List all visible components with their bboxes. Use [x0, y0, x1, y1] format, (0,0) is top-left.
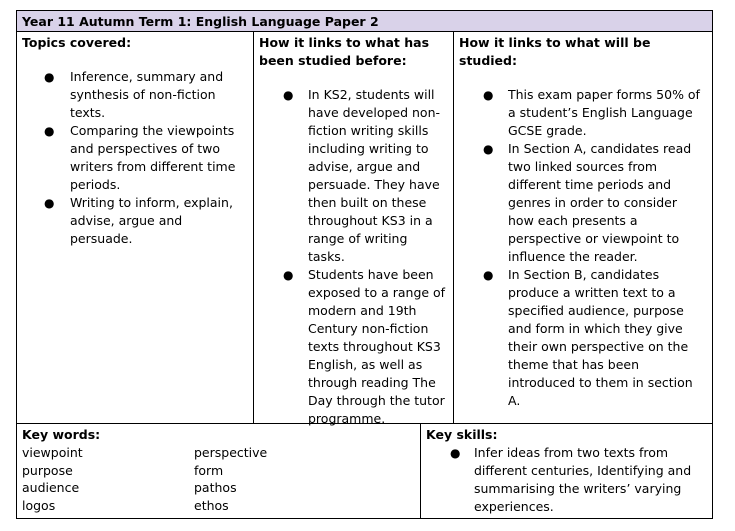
links-future-cell [454, 32, 712, 423]
links-before-cell [254, 32, 454, 426]
bullet-icon: ● [44, 196, 55, 210]
key-word: viewpoint [22, 445, 83, 460]
bullet-icon: ● [44, 70, 55, 84]
bullet-icon: ● [283, 88, 294, 102]
topics-covered-cell [17, 32, 254, 423]
bullet-icon: ● [283, 268, 294, 282]
list-item: ● Comparing the viewpoints and perspectives of two writers from different time periods. [44, 123, 236, 192]
key-word: ethos [194, 497, 229, 513]
page-title: Year 11 Autumn Term 1: English Language Paper 2 [17, 11, 712, 32]
key-word: audience [22, 480, 80, 495]
key-words-heading: Key words: [22, 427, 101, 442]
links-before-heading: How it links to what has been studied before: [259, 35, 430, 68]
topics-covered-list [22, 68, 247, 248]
list-item: ● This exam paper forms 50% of a student’s English Language GCSE grade. [483, 87, 700, 138]
bullet-icon: ● [483, 142, 494, 156]
key-skills-list [426, 444, 706, 516]
key-words-cell [17, 424, 421, 518]
list-item: ● In Section B, candidates produce a written text to a specified audience, purpose and form in which they give their own perspective on the theme that has been introduced to them in section A. [483, 267, 693, 408]
key-word: logos [22, 497, 56, 513]
bullet-icon: ● [450, 446, 461, 460]
top-row [17, 32, 712, 424]
list-item: ● In Section A, candidates read two linked sources from different time periods and genres in order to consider how each presents a perspective or viewpoint to influence the reader. [483, 141, 692, 264]
bullet-icon: ● [483, 268, 494, 282]
list-item: ● Inference, summary and synthesis of non-fiction texts. [44, 69, 224, 120]
list-item: ● Infer ideas from two texts from different centuries, Identifying and summarising the writers’ varying experiences. [450, 445, 692, 514]
key-word: pathos [194, 480, 237, 495]
list-item: ● Students have been exposed to a range of modern and 19th Century non-fiction texts throughout KS3 English, as well as through reading The Day through the tutor programme. [283, 267, 446, 426]
key-skills-cell [421, 424, 712, 518]
key-skills-heading: Key skills: [426, 427, 498, 442]
key-word: form [194, 462, 224, 478]
links-future-list [459, 86, 706, 410]
list-item: ● In KS2, students will have developed non-fiction writing skills including writing to advise, argue and persuade. They have then built on these throughout KS3 in a range of writing tasks. [283, 87, 441, 264]
bottom-row [17, 424, 712, 518]
knowledge-organiser-table [16, 10, 713, 519]
list-item: ● Writing to inform, explain, advise, argue and persuade. [44, 195, 233, 246]
key-word: purpose [22, 462, 73, 478]
topics-covered-heading: Topics covered: [22, 35, 132, 50]
key-word: perspective [194, 445, 268, 460]
bullet-icon: ● [44, 124, 55, 138]
links-future-heading: How it links to what will be studied: [459, 35, 651, 68]
bullet-icon: ● [483, 88, 494, 102]
key-words-grid [22, 444, 415, 514]
links-before-list [259, 86, 447, 428]
